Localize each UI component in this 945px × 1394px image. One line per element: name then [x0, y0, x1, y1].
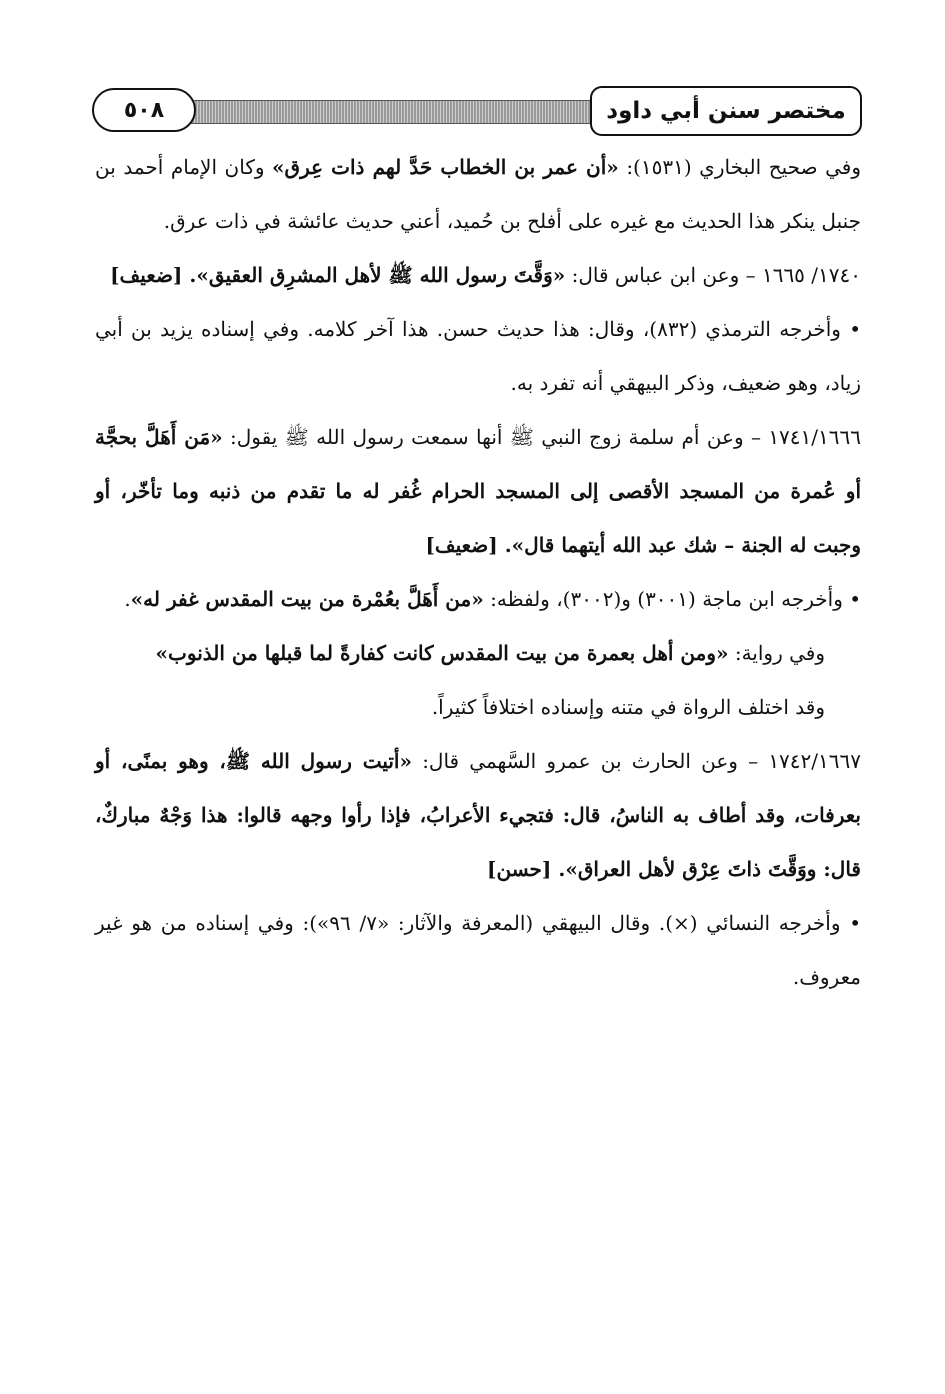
page-number: ٥٠٨: [92, 88, 196, 132]
paragraph-bukhari-note: وفي صحيح البخاري (١٥٣١): «أن عمر بن الخطاب حَدَّ لهم ذات عِرق» وكان الإمام أحمد بن جنبل ينكر هذا الحديث مع غيره على أفلح بن حُميد، أعني حديث عائشة في ذات عرق.: [95, 155, 861, 233]
hadith-1742: ١٧٤٢/١٦٦٧ – وعن الحارث بن عمرو السَّهمي قال: «أتيت رسول الله ﷺ، وهو بمنًى، أو بعرفات، وقد أطاف به الناسُ، قال: فتجيء الأعرابُ، فإذا رأوا وجهه قالوا: هذا وَجْهٌ مباركٌ، قال: ووَقَّتَ ذاتَ عِرْق لأهل العراق». [حسن]: [95, 749, 861, 881]
book-title: مختصر سنن أبي داود: [590, 86, 862, 136]
page-header: [92, 86, 862, 136]
narration-variant: وفي رواية: «ومن أهل بعمرة من بيت المقدس كانت كفارةً لما قبلها من الذنوب»: [155, 641, 825, 665]
narrators-disagreement: وقد اختلف الرواة في متنه وإسناده اختلافاً كثيراً.: [431, 695, 825, 719]
hadith-1741: ١٧٤١/١٦٦٦ – وعن أم سلمة زوج النبي ﷺ أنها سمعت رسول الله ﷺ يقول: «مَن أَهَلَّ بحجَّة أو عُمرة من المسجد الأقصى إلى المسجد الحرام غُفر له ما تقدم من ذنبه وما تأخّر، أو وجبت له الجنة – شك عبد الله أيتهما قال». [ضعيف]: [95, 425, 861, 557]
commentary-ibn-majah: • وأخرجه ابن ماجة (٣٠٠١) و(٣٠٠٢)، ولفظه: «من أَهَلَّ بعُمْرة من بيت المقدس غفر له».: [124, 587, 861, 611]
commentary-tirmidhi: • وأخرجه الترمذي (٨٣٢)، وقال: هذا حديث حسن. هذا آخر كلامه. وفي إسناده يزيد بن أبي زياد، وهو ضعيف، وذكر البيهقي أنه تفرد به.: [95, 317, 861, 395]
hadith-1740: ١٧٤٠/ ١٦٦٥ – وعن ابن عباس قال: «وَقَّتَ رسول الله ﷺ لأهل المشرِق العقيق». [ضعيف]: [110, 263, 861, 287]
commentary-nasai: • وأخرجه النسائي (×). وقال البيهقي (المعرفة والآثار: «٧/ ٩٦»): وفي إسناده من هو غير معروف.: [95, 911, 861, 989]
page-body: [95, 140, 861, 1004]
